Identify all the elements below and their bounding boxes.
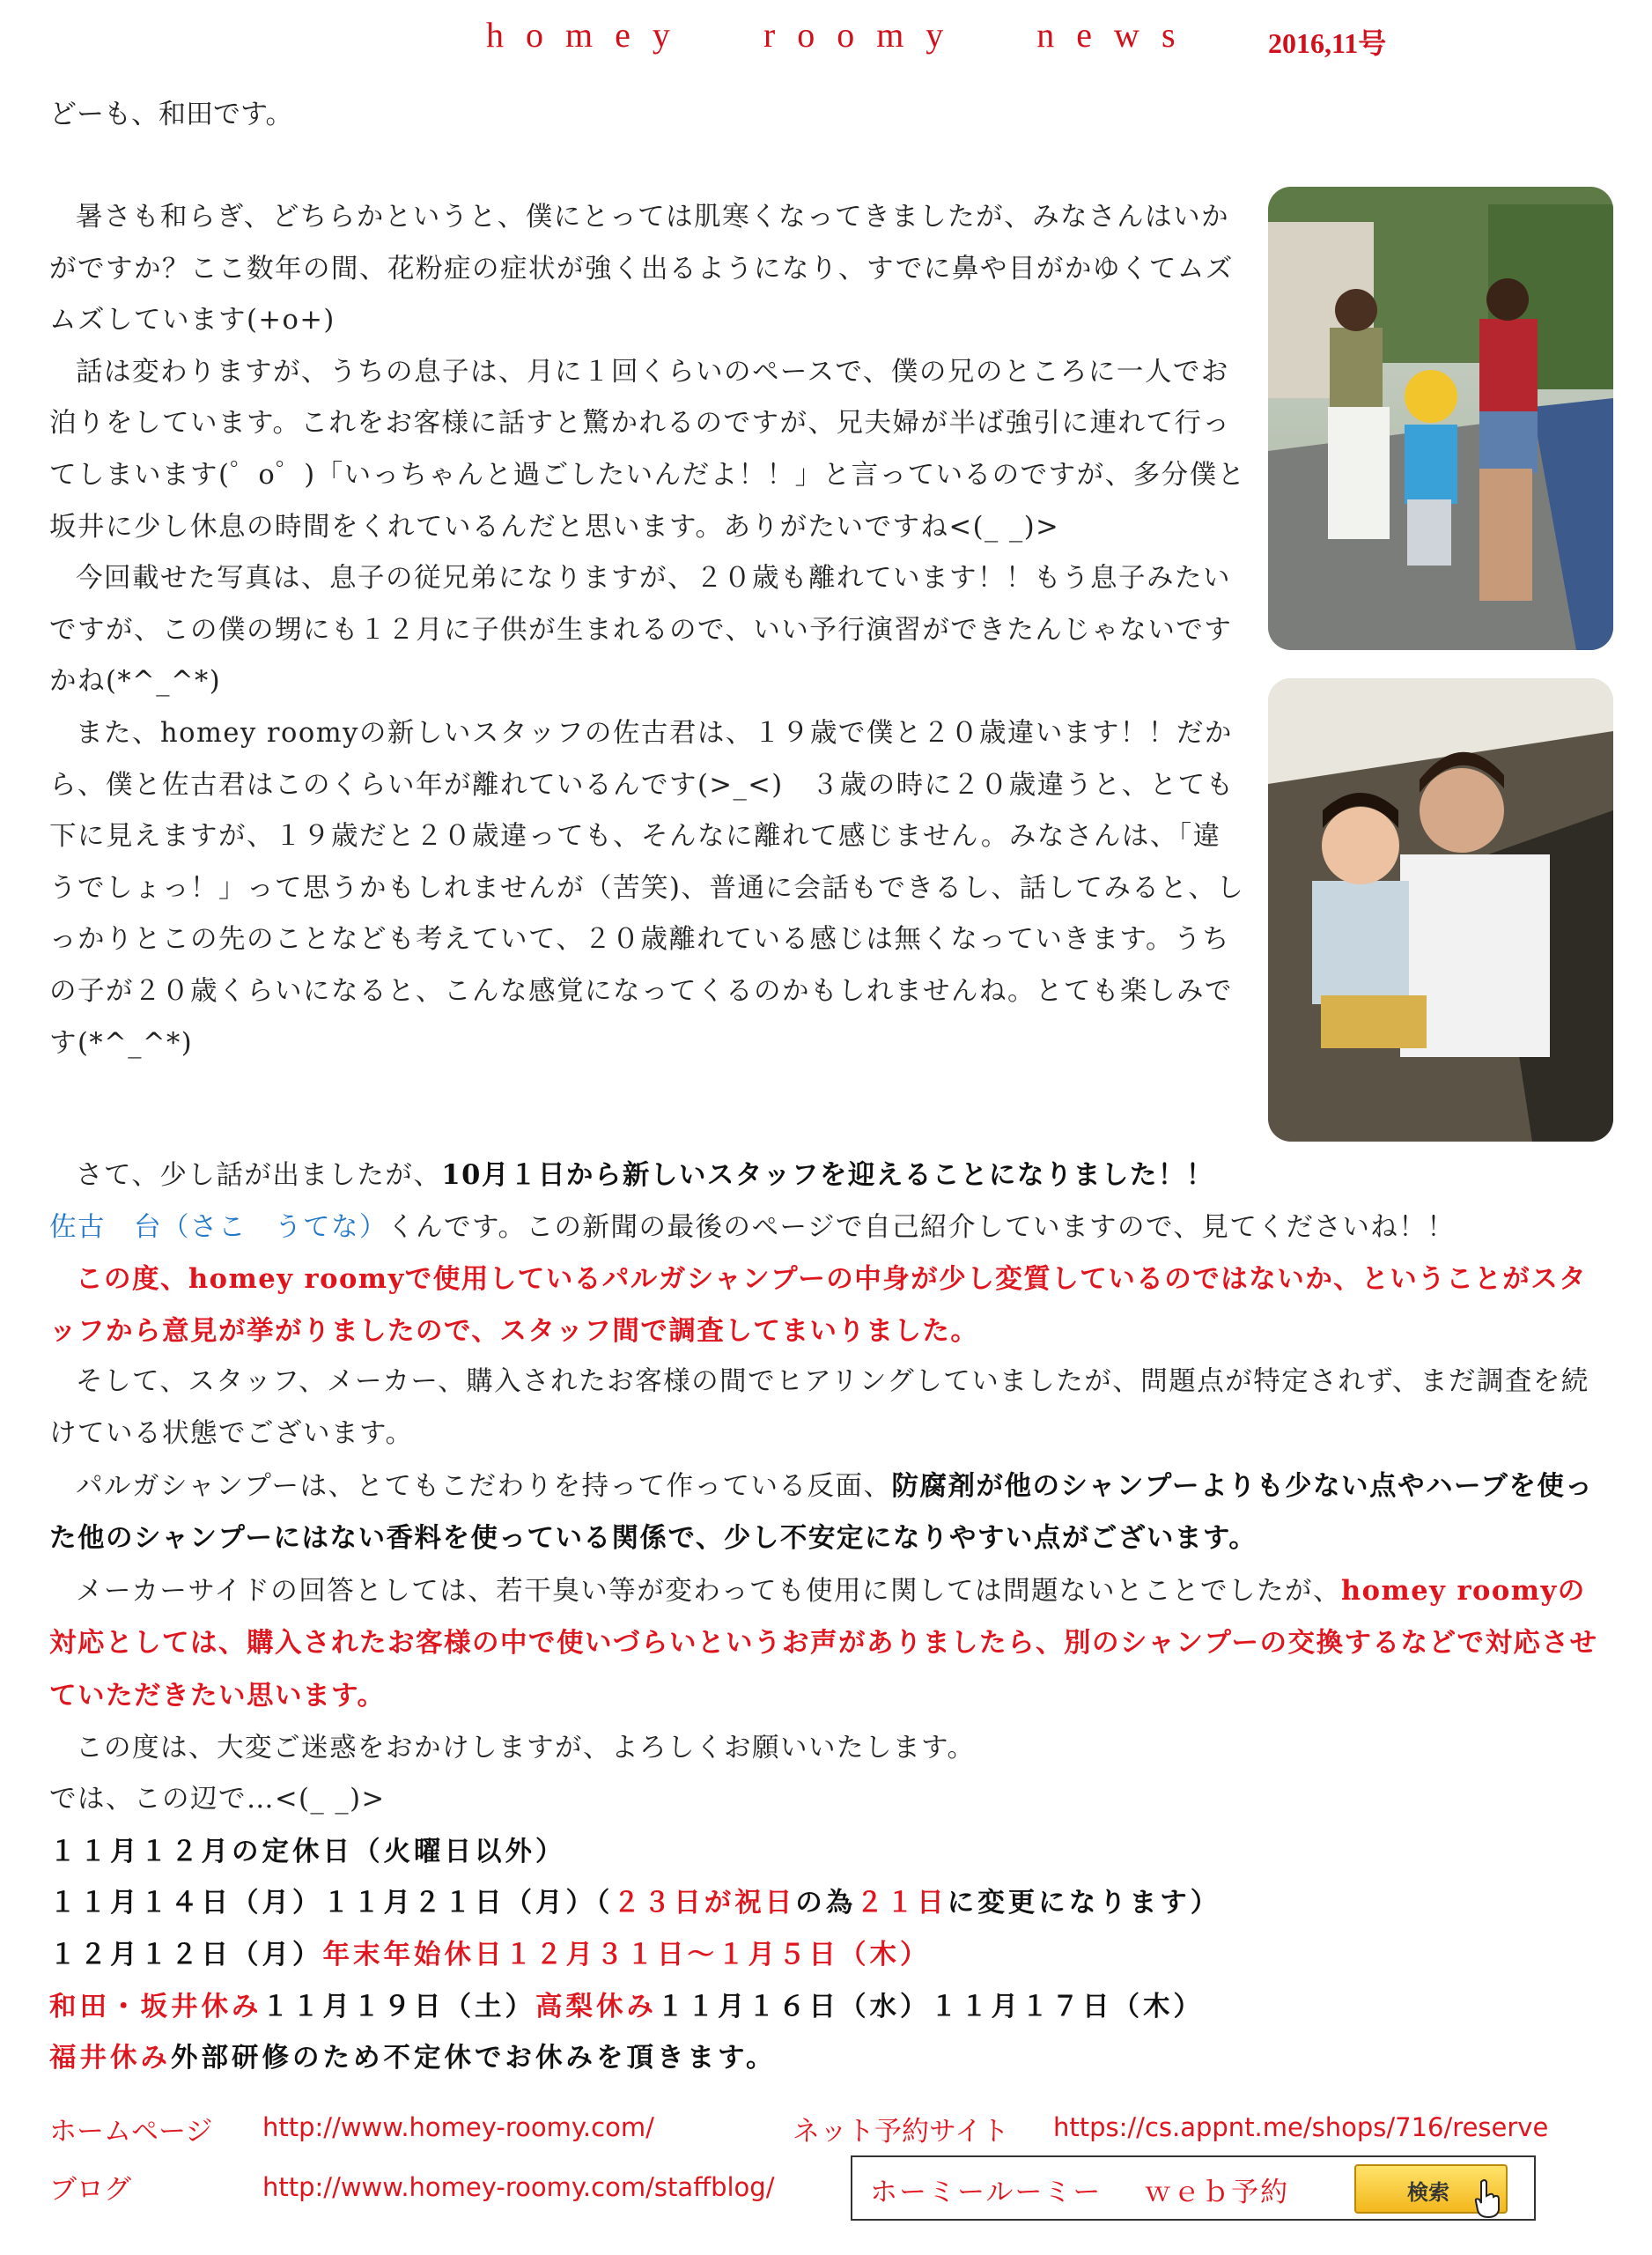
shampoo-maker [49, 1565, 1599, 1723]
issue-number: 2016,11号 [1268, 27, 1387, 59]
holiday-line-2 [49, 1929, 1599, 1981]
holiday-line-1-dates: １１月１４日（月）１１月２１日（月）（ [49, 1887, 614, 1919]
newsletter-title: homey roomy news [486, 15, 1198, 55]
fukui-off: 福井休み [49, 2042, 171, 2074]
holiday-line-1 [49, 1877, 1599, 1929]
web-reserve-query [870, 2170, 1289, 2209]
staff-intro-rest: くんです。この新聞の最後のページで自己紹介していますので、見てくださいね！！ [387, 1211, 1456, 1243]
holiday-line-1-mid: の為 [795, 1887, 857, 1919]
shampoo-feature [49, 1460, 1599, 1565]
holiday-heading: １１月１２月の定休日（火曜日以外） [49, 1835, 566, 1867]
web-reserve-word: ｗｅｂ予約 [1144, 2177, 1290, 2208]
reserve-link[interactable]: https://cs.appnt.me/shops/716/reserve [1053, 2112, 1549, 2142]
takanashi-dates: １１月１６日（水）１１月１７日（木） [657, 1990, 1204, 2022]
paragraph-photo: 今回載せた写真は、息子の従兄弟になりますが、２０歳も離れています！！もう息子みたいですが、この僕の甥にも１２月に子供が生まれるので、いい予行演習ができたんじゃないですかね(*^_^*) [49, 563, 1233, 698]
paragraph-season: 暑さも和らぎ、どちらかというと、僕にとっては肌寒くなってきましたが、みなさんはいかがですか？ここ数年の間、花粉症の症状が強く出るようになり、すでに鼻や目がかゆくてムズムズしています(+o+) [49, 202, 1234, 336]
closing: では、この辺で…<(_ _)> [49, 1784, 386, 1815]
shampoo-investigation: そして、スタッフ、メーカー、購入されたお客様の間でヒアリングしていましたが、問題点が特定されず、まだ調査を続けている状態でございます。 [49, 1366, 1589, 1449]
newsletter-header [0, 14, 1652, 67]
paragraph-new-staff: また、homey roomyの新しいスタッフの佐古君は、１９歳で僕と２０歳違います！！だから、僕と佐古君はこのくらい年が離れているんです(>_<) ３歳の時に２０歳違うと、とても下に見えますが、１９歳だと２０歳違っても、そんなに離れて感じません。みなさんは、「違うでしょっ！」って思うかもしれませんが（苦笑)、普通に会話もできるし、話してみると、しっかりとこの先のことなども考えていて、２０歳離れている感じは無くなっていきます。うちの子が２０歳くらいになると、こんな感覚になってくるのかもしれませんね。とても楽しみです(*^_^*) [49, 717, 1245, 1059]
search-button[interactable] [1354, 2164, 1508, 2214]
staff-name: 佐古 台（さこ うてな） [49, 1211, 387, 1243]
wada-sakai-date: １１月１９日（土） [262, 1990, 535, 2022]
blog-label: ブログ [49, 2174, 131, 2206]
shampoo-feature-bold: 防腐剤が他のシャンプーよりも少ない点やハーブを使った他のシャンプーにはない香料を使っている関係で、少し不安定になりやすい点がございます。 [49, 1469, 1594, 1555]
web-reserve-search-box[interactable] [851, 2155, 1536, 2221]
article-column [49, 192, 1249, 1069]
staff-intro-name-line [49, 1202, 1599, 1254]
holiday-line-1-note: ２３日が祝日 [613, 1887, 796, 1919]
holiday-line-4 [49, 2032, 1599, 2084]
new-year-holiday: 年末年始休日１２月３１日～１月５日（木） [322, 1938, 931, 1970]
wada-sakai-off: 和田・坂井休み [49, 1990, 262, 2022]
staff-intro-lead-text: さて、少し話が出ましたが、 [76, 1160, 442, 1191]
nephew-son-photo [1268, 678, 1613, 1142]
apology: この度は、大変ご迷惑をおかけしますが、よろしくお願いいたします。 [76, 1732, 976, 1763]
holiday-line-3 [49, 1981, 1599, 2033]
shampoo-maker-lead: メーカーサイドの回答としては、若干臭い等が変わっても使用に関しては問題ないとことでしたが、 [76, 1575, 1341, 1607]
family-walk-photo [1268, 187, 1613, 650]
shampoo-feature-lead: パルガシャンプーは、とてもこだわりを持って作っている反面、 [76, 1470, 892, 1502]
paragraph-son: 話は変わりますが、うちの息子は、月に１回くらいのペースで、僕の兄のところに一人でお泊りをしています。これをお客様に話すと驚かれるのですが、兄夫婦が半ば強引に連れて行ってしまいます(゜o゜)「いっちゃんと過ごしたいんだよ！！」と言っているのですが、多分僕と坂井に少し休息の時間をくれているんだと思います。ありがたいですね<(_ _)> [49, 356, 1246, 543]
staff-intro-lead [49, 1150, 1599, 1202]
homepage-label: ホームページ [49, 2116, 213, 2148]
takanashi-off: 高梨休み [535, 1990, 657, 2022]
pointer-hand-icon [1472, 2178, 1502, 2219]
web-reserve-brand: ホーミールーミー [870, 2177, 1103, 2208]
blog-link[interactable]: http://www.homey-roomy.com/staffblog/ [262, 2172, 775, 2202]
holiday-line-1-end: に変更になります） [947, 1887, 1221, 1919]
holiday-line-1-changed: ２１日 [856, 1887, 948, 1919]
greeting: どーも、和田です。 [49, 99, 293, 130]
fukui-note: 外部研修のため不定休でお休みを頂きます。 [171, 2042, 777, 2074]
shampoo-maker-response: homey roomyの対応としては、購入されたお客様の中で使いづらいというお声がありましたら、別のシャンプーの交換するなどで対応させていただきたい思います。 [49, 1574, 1598, 1712]
holiday-line-2-date: １２月１２日（月） [49, 1938, 323, 1970]
article-full [49, 1150, 1599, 2084]
homepage-link[interactable]: http://www.homey-roomy.com/ [262, 2112, 654, 2142]
reserve-label: ネット予約サイト [793, 2116, 1009, 2148]
search-button-label: 検索 [1407, 2180, 1449, 2205]
staff-intro-headline: 10月１日から新しいスタッフを迎えることになりました！！ [441, 1159, 1214, 1191]
shampoo-notice: この度、homey roomyで使用しているパルガシャンプーの中身が少し変質しているのではないか、ということがスタッフから意見が挙がりましたので、スタッフ間で調査してまいりました。 [49, 1263, 1588, 1347]
